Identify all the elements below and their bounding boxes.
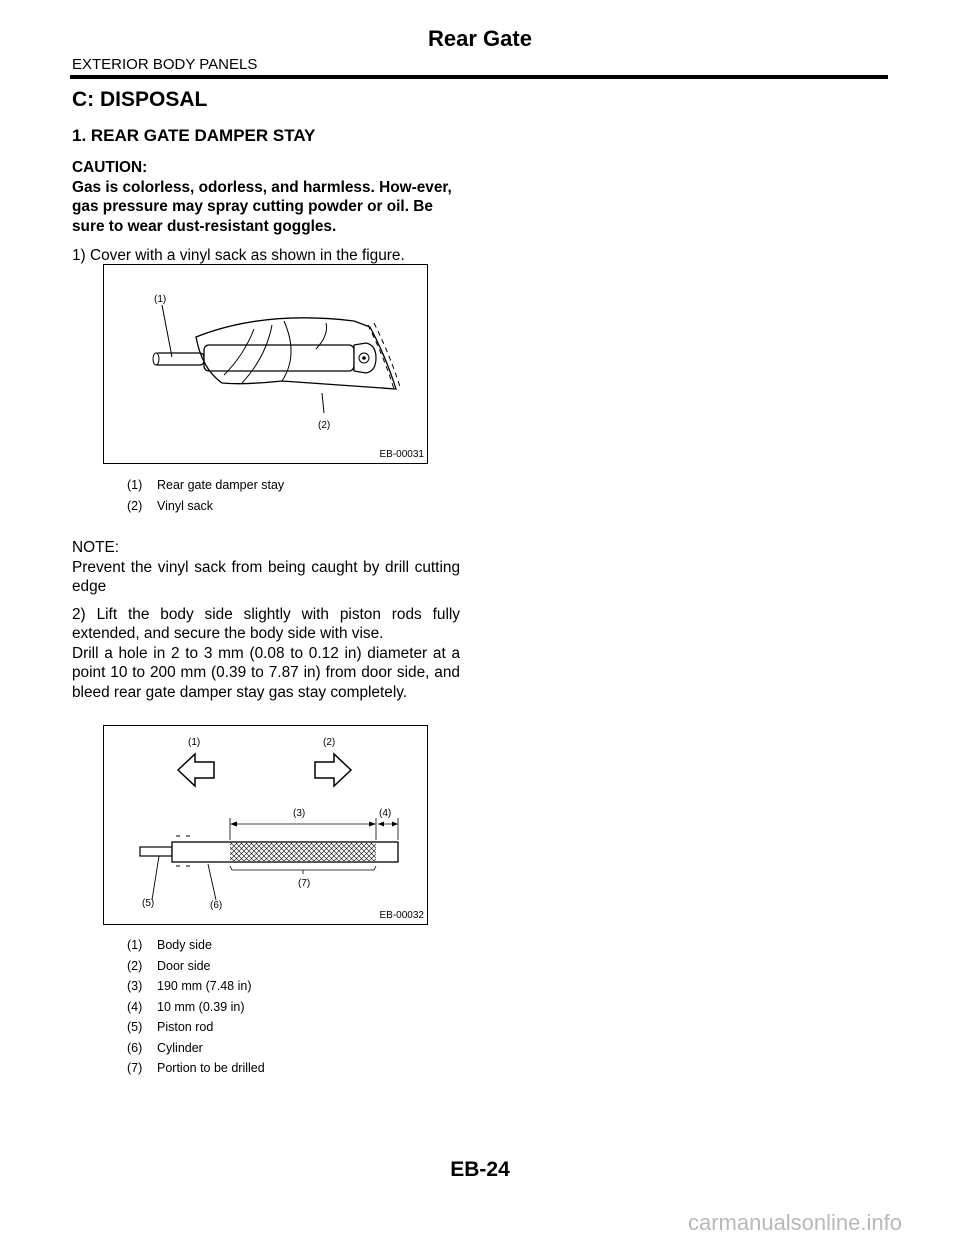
content-column-2 xyxy=(72,538,460,710)
callout-4: (4) xyxy=(379,808,392,819)
legend-num: (3) xyxy=(127,979,143,993)
legend-item xyxy=(127,1020,265,1041)
section-label: EXTERIOR BODY PANELS xyxy=(72,56,258,73)
callout-2: (2) xyxy=(323,737,336,748)
legend-item xyxy=(127,1061,265,1082)
legend-item xyxy=(127,478,284,499)
caution-label: CAUTION: xyxy=(72,159,148,176)
legend-text: Cylinder xyxy=(157,1040,203,1055)
legend-num: (7) xyxy=(127,1061,143,1075)
legend-item xyxy=(127,979,265,1000)
content-column xyxy=(72,88,460,274)
legend-num: (2) xyxy=(127,958,143,973)
damper-stay-drawing xyxy=(104,265,427,463)
figure-id: EB-00032 xyxy=(379,910,424,921)
page-number: EB-24 xyxy=(450,1158,510,1181)
legend-text: Portion to be drilled xyxy=(157,1061,265,1075)
subsection-heading: 1. REAR GATE DAMPER STAY xyxy=(72,126,316,145)
caution-block xyxy=(72,158,460,236)
legend-num: (5) xyxy=(127,1020,143,1034)
watermark: carmanualsonline.info xyxy=(687,1210,902,1235)
figure-id: EB-00031 xyxy=(379,449,424,460)
legend-item xyxy=(127,1000,265,1021)
callout-5: (5) xyxy=(142,898,155,909)
callout-1: (1) xyxy=(188,737,201,748)
note-text: Prevent the vinyl sack from being caught by drill cutting edge xyxy=(72,558,460,595)
legend-text: 190 mm (7.48 in) xyxy=(157,979,252,993)
figure2-legend xyxy=(127,938,265,1082)
legend-item xyxy=(127,499,284,520)
legend-text: Piston rod xyxy=(157,1020,214,1034)
legend-text: Door side xyxy=(157,958,211,973)
legend-item xyxy=(127,938,265,959)
callout-2: (2) xyxy=(318,420,331,431)
step-1: 1) Cover with a vinyl sack as shown in the figure. xyxy=(72,247,405,264)
callout-7: (7) xyxy=(298,878,311,889)
legend-num: (4) xyxy=(127,999,143,1014)
legend-item xyxy=(127,1041,265,1062)
figure-drill-point xyxy=(103,725,428,925)
header-divider xyxy=(70,75,888,79)
figure-damper-stay-sack xyxy=(103,264,428,464)
legend-item xyxy=(127,959,265,980)
legend-text: Vinyl sack xyxy=(157,498,214,513)
legend-text: 10 mm (0.39 in) xyxy=(157,999,245,1014)
callout-3: (3) xyxy=(293,808,306,819)
legend-num: (1) xyxy=(127,478,143,492)
legend-num: (1) xyxy=(127,938,143,952)
page-title: Rear Gate xyxy=(428,26,532,51)
caution-text: Gas is colorless, odorless, and harmless. How-ever, gas pressure may spray cutting powder or oil. Be sure to wear dust-resistant goggles. xyxy=(72,178,452,235)
legend-text: Body side xyxy=(157,938,212,952)
callout-1: (1) xyxy=(154,294,167,305)
legend-text: Rear gate damper stay xyxy=(157,478,285,492)
callout-6: (6) xyxy=(210,900,223,911)
step-2-detail: Drill a hole in 2 to 3 mm (0.08 to 0.12 in) diameter at a point 10 to 200 mm (0.39 to 7.87 in) from door side, and bleed rear gate damper stay gas stay completely. xyxy=(72,644,460,701)
note-label: NOTE: xyxy=(72,539,120,556)
legend-num: (6) xyxy=(127,1040,143,1055)
drill-point-drawing xyxy=(104,726,427,924)
figure1-legend xyxy=(127,478,284,519)
step-2: 2) Lift the body side slightly with piston rods fully extended, and secure the body side with vise. xyxy=(72,605,460,642)
legend-num: (2) xyxy=(127,498,143,513)
section-heading: C: DISPOSAL xyxy=(72,88,208,111)
